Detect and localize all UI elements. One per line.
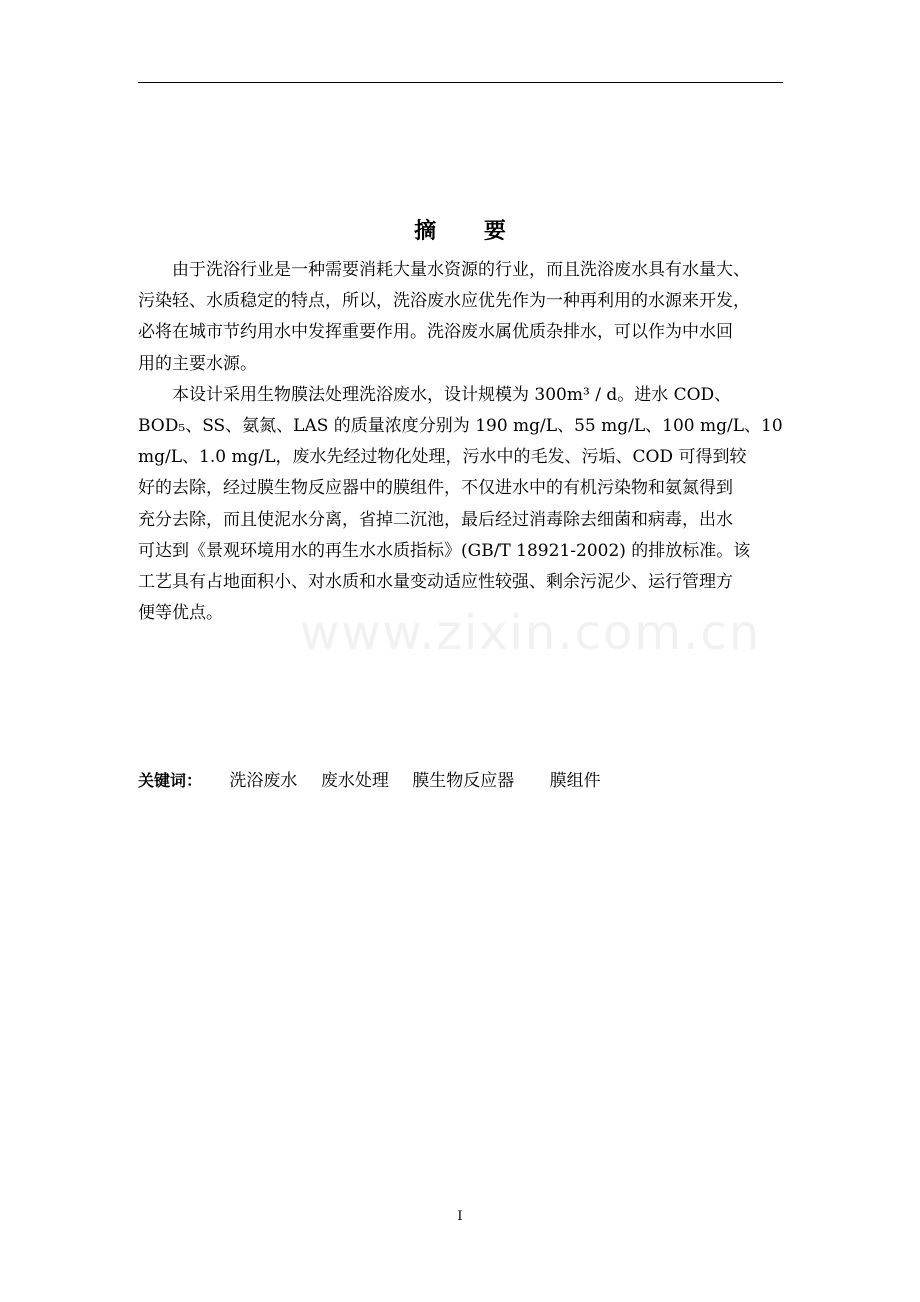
keyword-item: 废水处理 bbox=[320, 771, 389, 791]
text-line: 便等优点。 bbox=[138, 603, 223, 624]
keywords-label: 关键词： bbox=[138, 771, 203, 790]
text-line: mg/L、1.0 mg/L，废水先经过物化处理，污水中的毛发、污垢、COD 可得到较 bbox=[138, 447, 747, 468]
keyword-item: 膜生物反应器 bbox=[412, 771, 515, 791]
text-line: 充分去除，而且使泥水分离，省掉二沉池，最后经过消毒除去细菌和病毒，出水 bbox=[138, 509, 733, 530]
text-line: 好的去除，经过膜生物反应器中的膜组件，不仅进水中的有机污染物和氨氮得到 bbox=[138, 478, 733, 499]
abstract-title: 摘 要 bbox=[414, 219, 526, 244]
text-line: BOD₅、SS、氨氮、LAS 的质量浓度分别为 190 mg/L、55 mg/L、100 mg/L、10 bbox=[138, 416, 783, 437]
text-line: 污染轻、水质稳定的特点，所以，洗浴废水应优先作为一种再利用的水源来开发， bbox=[138, 291, 750, 312]
text-line: 由于洗浴行业是一种需要消耗大量水资源的行业，而且洗浴废水具有水量大、 bbox=[172, 260, 750, 280]
text-line: 工艺具有占地面积小、对水质和水量变动适应性较强、剩余污泥少、运行管理方 bbox=[138, 572, 733, 593]
abstract-paragraph-2 bbox=[138, 380, 803, 630]
abstract-body bbox=[138, 255, 803, 629]
text-line: 用的主要水源。 bbox=[138, 353, 257, 374]
keywords-line bbox=[138, 765, 783, 797]
keyword-item: 洗浴废水 bbox=[229, 771, 298, 791]
keyword-item: 膜组件 bbox=[549, 771, 601, 791]
text-line: 必将在城市节约用水中发挥重要作用。洗浴废水属优质杂排水，可以作为中水回 bbox=[138, 322, 733, 343]
text-line: 本设计采用生物膜法处理洗浴废水，设计规模为 300m³ / d。进水 COD、 bbox=[172, 384, 732, 405]
page-number: I bbox=[457, 1209, 463, 1224]
abstract-paragraph-1 bbox=[138, 255, 803, 380]
header-rule bbox=[138, 82, 783, 83]
text-line: 可达到《景观环境用水的再生水水质指标》(GB/T 18921-2002) 的排放标准。该 bbox=[138, 540, 751, 561]
watermark: www.zixin.com.cn bbox=[300, 605, 762, 661]
